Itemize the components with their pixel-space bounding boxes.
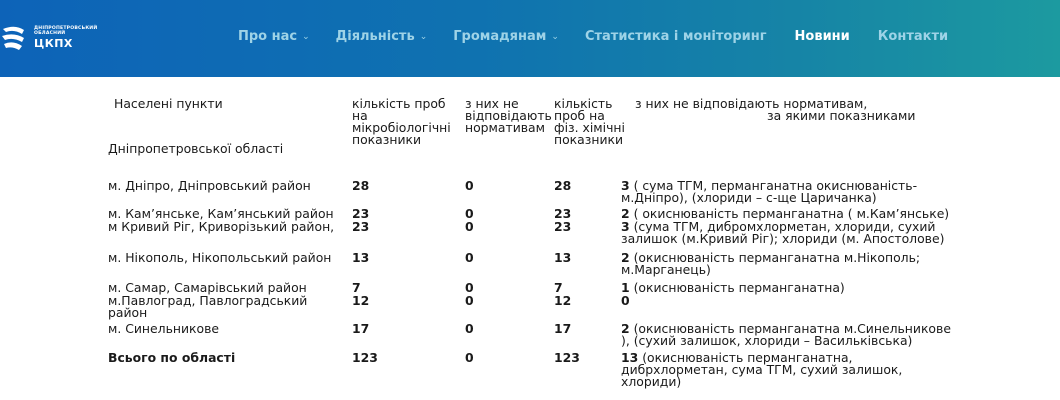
row-bad: 1 (окиснюваність перманганатна) bbox=[621, 280, 845, 295]
nav-label: Статистика і моніторинг bbox=[584, 29, 767, 44]
chevron-down-icon: ⌄ bbox=[302, 31, 310, 42]
row-micro-bad: 0 bbox=[465, 206, 474, 221]
total-bad: 13 (окиснюваність перманганатна, дибрхлорметан, сума ТГМ, сухий залишок, хлориди) bbox=[621, 350, 903, 389]
row-micro: 23 bbox=[352, 206, 370, 221]
nav-label: Громадянам bbox=[453, 29, 547, 44]
logo-org-big: ЦКПХ bbox=[34, 37, 73, 51]
row-micro-bad: 0 bbox=[465, 178, 474, 193]
row-bad: 2 (окиснюваність перманганатна м.Нікополь; м.Марганець) bbox=[621, 250, 921, 277]
nav-label: Новини bbox=[794, 29, 850, 44]
row-city: м. Нікополь, Нікопольський район bbox=[108, 250, 332, 265]
row-chem: 13 bbox=[554, 250, 572, 265]
logo-org-small: ДНІПРОПЕТРОВСЬКИЙ ОБЛАСНИЙ bbox=[34, 25, 98, 36]
row-city: м. Дніпро, Дніпровський район bbox=[108, 178, 311, 193]
chevron-down-icon: ⌄ bbox=[419, 31, 428, 42]
row-chem: 28 bbox=[554, 178, 572, 193]
row-micro: 17 bbox=[352, 321, 370, 336]
header-city-line2: Дніпропетровської області bbox=[108, 141, 284, 156]
total-micro-bad: 0 bbox=[465, 350, 474, 365]
row-micro-bad: 0 bbox=[465, 321, 474, 336]
row-bad: 3 ( сума ТГМ, перманганатна окиснюваність- м.Дніпро), (хлориди – с-ще Царичанка) bbox=[621, 178, 918, 205]
row-micro: 13 bbox=[352, 250, 370, 265]
nav-label: Діяльність bbox=[335, 29, 415, 44]
row-bad-count: 0 bbox=[621, 293, 630, 308]
row-micro-bad: 0 bbox=[465, 280, 474, 295]
row-bad: 3 (сума ТГМ, дибромхлорметан, хлориди, сухий залишок (м.Кривий Ріг); хлориди (м. Апостолове) bbox=[621, 219, 945, 246]
header-micro: кількість проб на мікробіологічні показники bbox=[352, 96, 451, 147]
site-header bbox=[0, 0, 1060, 77]
header-bad-detail: з них не відповідають нормативам, за якими показниками bbox=[635, 96, 916, 123]
row-micro: 23 bbox=[352, 219, 370, 234]
nav-item-news[interactable] bbox=[795, 29, 850, 44]
row-micro-bad: 0 bbox=[465, 293, 474, 308]
row-micro-bad: 0 bbox=[465, 250, 474, 265]
row-bad: 2 ( окиснюваність перманганатна ( м.Кам’янське) bbox=[621, 206, 950, 221]
nav-label: Контакти bbox=[877, 29, 949, 44]
row-micro: 12 bbox=[352, 293, 370, 308]
header-chem: кількість проб на фіз. хімічні показники bbox=[554, 96, 625, 147]
row-chem: 12 bbox=[554, 293, 572, 308]
row-chem: 23 bbox=[554, 219, 572, 234]
row-city: м. Самар, Самарівський район bbox=[108, 280, 307, 295]
logo-mark-icon bbox=[0, 23, 30, 53]
row-chem: 23 bbox=[554, 206, 572, 221]
header-micro-bad: з них не відповідають нормативам bbox=[465, 96, 552, 135]
nav-item-citizens[interactable] bbox=[453, 29, 559, 44]
total-chem: 123 bbox=[554, 350, 580, 365]
row-micro-bad: 0 bbox=[465, 219, 474, 234]
row-city: м. Синельникове bbox=[108, 321, 220, 336]
row-city: м Кривий Ріг, Криворізький район, bbox=[108, 219, 335, 234]
row-chem: 7 bbox=[554, 280, 563, 295]
nav-label: Про нас bbox=[238, 29, 298, 44]
total-micro: 123 bbox=[352, 350, 378, 365]
nav-item-about[interactable] bbox=[238, 29, 310, 44]
nav-item-statistics[interactable] bbox=[585, 29, 767, 44]
total-label: Всього по області bbox=[108, 350, 236, 365]
header-city-line1: Населені пункти bbox=[114, 96, 223, 111]
row-chem: 17 bbox=[554, 321, 572, 336]
row-bad: 2 (окиснюваність перманганатна м.Синельникове ), (сухий залишок, хлориди – Васильківська) bbox=[621, 321, 951, 348]
nav-item-activity[interactable] bbox=[336, 29, 428, 44]
chevron-down-icon: ⌄ bbox=[551, 31, 559, 42]
nav-item-contacts[interactable] bbox=[878, 29, 948, 44]
row-city: м.Павлоград, Павлоградський район bbox=[108, 293, 308, 320]
site-logo[interactable] bbox=[0, 20, 98, 56]
main-nav bbox=[238, 29, 948, 44]
row-micro: 28 bbox=[352, 178, 370, 193]
row-micro: 7 bbox=[352, 280, 361, 295]
row-city: м. Кам’янське, Кам’янський район bbox=[108, 206, 334, 221]
